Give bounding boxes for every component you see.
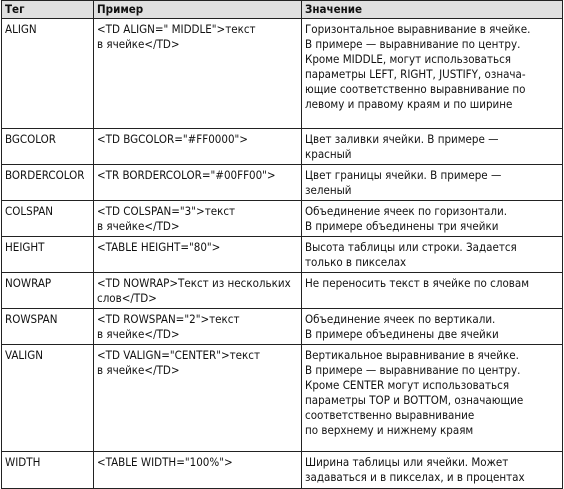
table-row: [2, 345, 563, 452]
value-line: Объединение ячеек по вертикали.: [305, 312, 496, 326]
value-cell: [302, 201, 563, 237]
value-line: зеленый: [305, 183, 352, 197]
tag-cell: VALIGN: [2, 345, 94, 452]
example-cell: [94, 237, 302, 273]
value-cell: [302, 129, 563, 165]
value-cell: [302, 273, 563, 309]
example-line: <TD ALIGN=" MIDDLE">текст: [97, 22, 256, 36]
value-line: В примере — выравнивание по центру.: [305, 37, 521, 51]
example-cell: [94, 345, 302, 452]
value-line: В примере объединены две ячейки: [305, 327, 499, 341]
value-line: Цвет границы ячейки. В примере —: [305, 168, 502, 182]
tag-cell: BGCOLOR: [2, 129, 94, 165]
table-row: [2, 19, 563, 129]
value-line: левому и правому краям и по ширине: [305, 97, 513, 111]
value-line: Высота таблицы или строки. Задается: [305, 240, 517, 254]
tag-cell: NOWRAP: [2, 273, 94, 309]
value-line: параметры TOP и BOTTOM, означающие: [305, 393, 524, 407]
html-attributes-table: [1, 0, 563, 489]
value-line: Вертикальное выравнивание в ячейке.: [305, 348, 519, 362]
example-line: <TR BORDERCOLOR="#00FF00">: [97, 168, 276, 182]
tag-cell: ROWSPAN: [2, 309, 94, 345]
table-row: [2, 201, 563, 237]
example-cell: [94, 129, 302, 165]
example-line: в ячейке</TD>: [97, 363, 180, 377]
table-header-row: [2, 1, 563, 19]
example-cell: [94, 165, 302, 201]
tag-cell: ALIGN: [2, 19, 94, 129]
value-line: ющие соответственно выравнивание по: [305, 82, 526, 96]
table-row: [2, 273, 563, 309]
example-line: <TABLE HEIGHT="80">: [97, 240, 221, 254]
value-line: Не переносить текст в ячейке по словам: [305, 276, 530, 290]
example-cell: [94, 273, 302, 309]
example-line: в ячейке</TD>: [97, 327, 180, 341]
value-line: Горизонтальное выравнивание в ячейке.: [305, 22, 531, 36]
value-line: по верхнему и нижнему краям: [305, 423, 474, 437]
table-row: [2, 129, 563, 165]
example-cell: [94, 452, 302, 489]
example-line: слов</TD>: [97, 291, 157, 305]
value-line: красный: [305, 147, 352, 161]
value-line: Цвет заливки ячейки. В примере —: [305, 132, 499, 146]
table-row: [2, 309, 563, 345]
table-row: [2, 237, 563, 273]
example-cell: [94, 19, 302, 129]
example-line: <TD ROWSPAN="2">текст: [97, 312, 240, 326]
value-line: задаваться и в пикселах, и в процентах: [305, 470, 525, 484]
value-line: соответственно выравнивание: [305, 408, 475, 422]
value-line: В примере объединены три ячейки: [305, 219, 499, 233]
example-line: в ячейке</TD>: [97, 37, 180, 51]
example-line: <TD VALIGN="CENTER">текст: [97, 348, 260, 362]
example-cell: [94, 309, 302, 345]
tag-cell: COLSPAN: [2, 201, 94, 237]
tag-cell: WIDTH: [2, 452, 94, 489]
value-line: Кроме MIDDLE, могут использоваться: [305, 52, 512, 66]
tag-cell: BORDERCOLOR: [2, 165, 94, 201]
example-line: в ячейке</TD>: [97, 219, 180, 233]
value-cell: [302, 345, 563, 452]
tag-cell: HEIGHT: [2, 237, 94, 273]
header-tag: Тег: [2, 1, 94, 19]
value-cell: [302, 452, 563, 489]
example-line: <TABLE WIDTH="100%">: [97, 455, 233, 469]
value-line: только в пикселах: [305, 255, 407, 269]
value-cell: [302, 237, 563, 273]
table-body: [2, 19, 563, 489]
value-line: Ширина таблицы или ячейки. Может: [305, 455, 509, 469]
table-row: [2, 452, 563, 489]
example-line: <TD BGCOLOR="#FF0000">: [97, 132, 248, 146]
example-line: <TD NOWRAP>Текст из нескольких: [97, 276, 291, 290]
value-line: Кроме CENTER могут использоваться: [305, 378, 510, 392]
example-cell: [94, 201, 302, 237]
header-value: Значение: [302, 1, 563, 19]
value-line: В примере — выравнивание по центру.: [305, 363, 521, 377]
value-line: Объединение ячеек по горизонтали.: [305, 204, 507, 218]
table-row: [2, 165, 563, 201]
value-cell: [302, 309, 563, 345]
header-example: Пример: [94, 1, 302, 19]
value-line: параметры LEFT, RIGHT, JUSTIFY, означа-: [305, 67, 526, 81]
value-cell: [302, 19, 563, 129]
value-cell: [302, 165, 563, 201]
example-line: <TD COLSPAN="3">текст: [97, 204, 236, 218]
